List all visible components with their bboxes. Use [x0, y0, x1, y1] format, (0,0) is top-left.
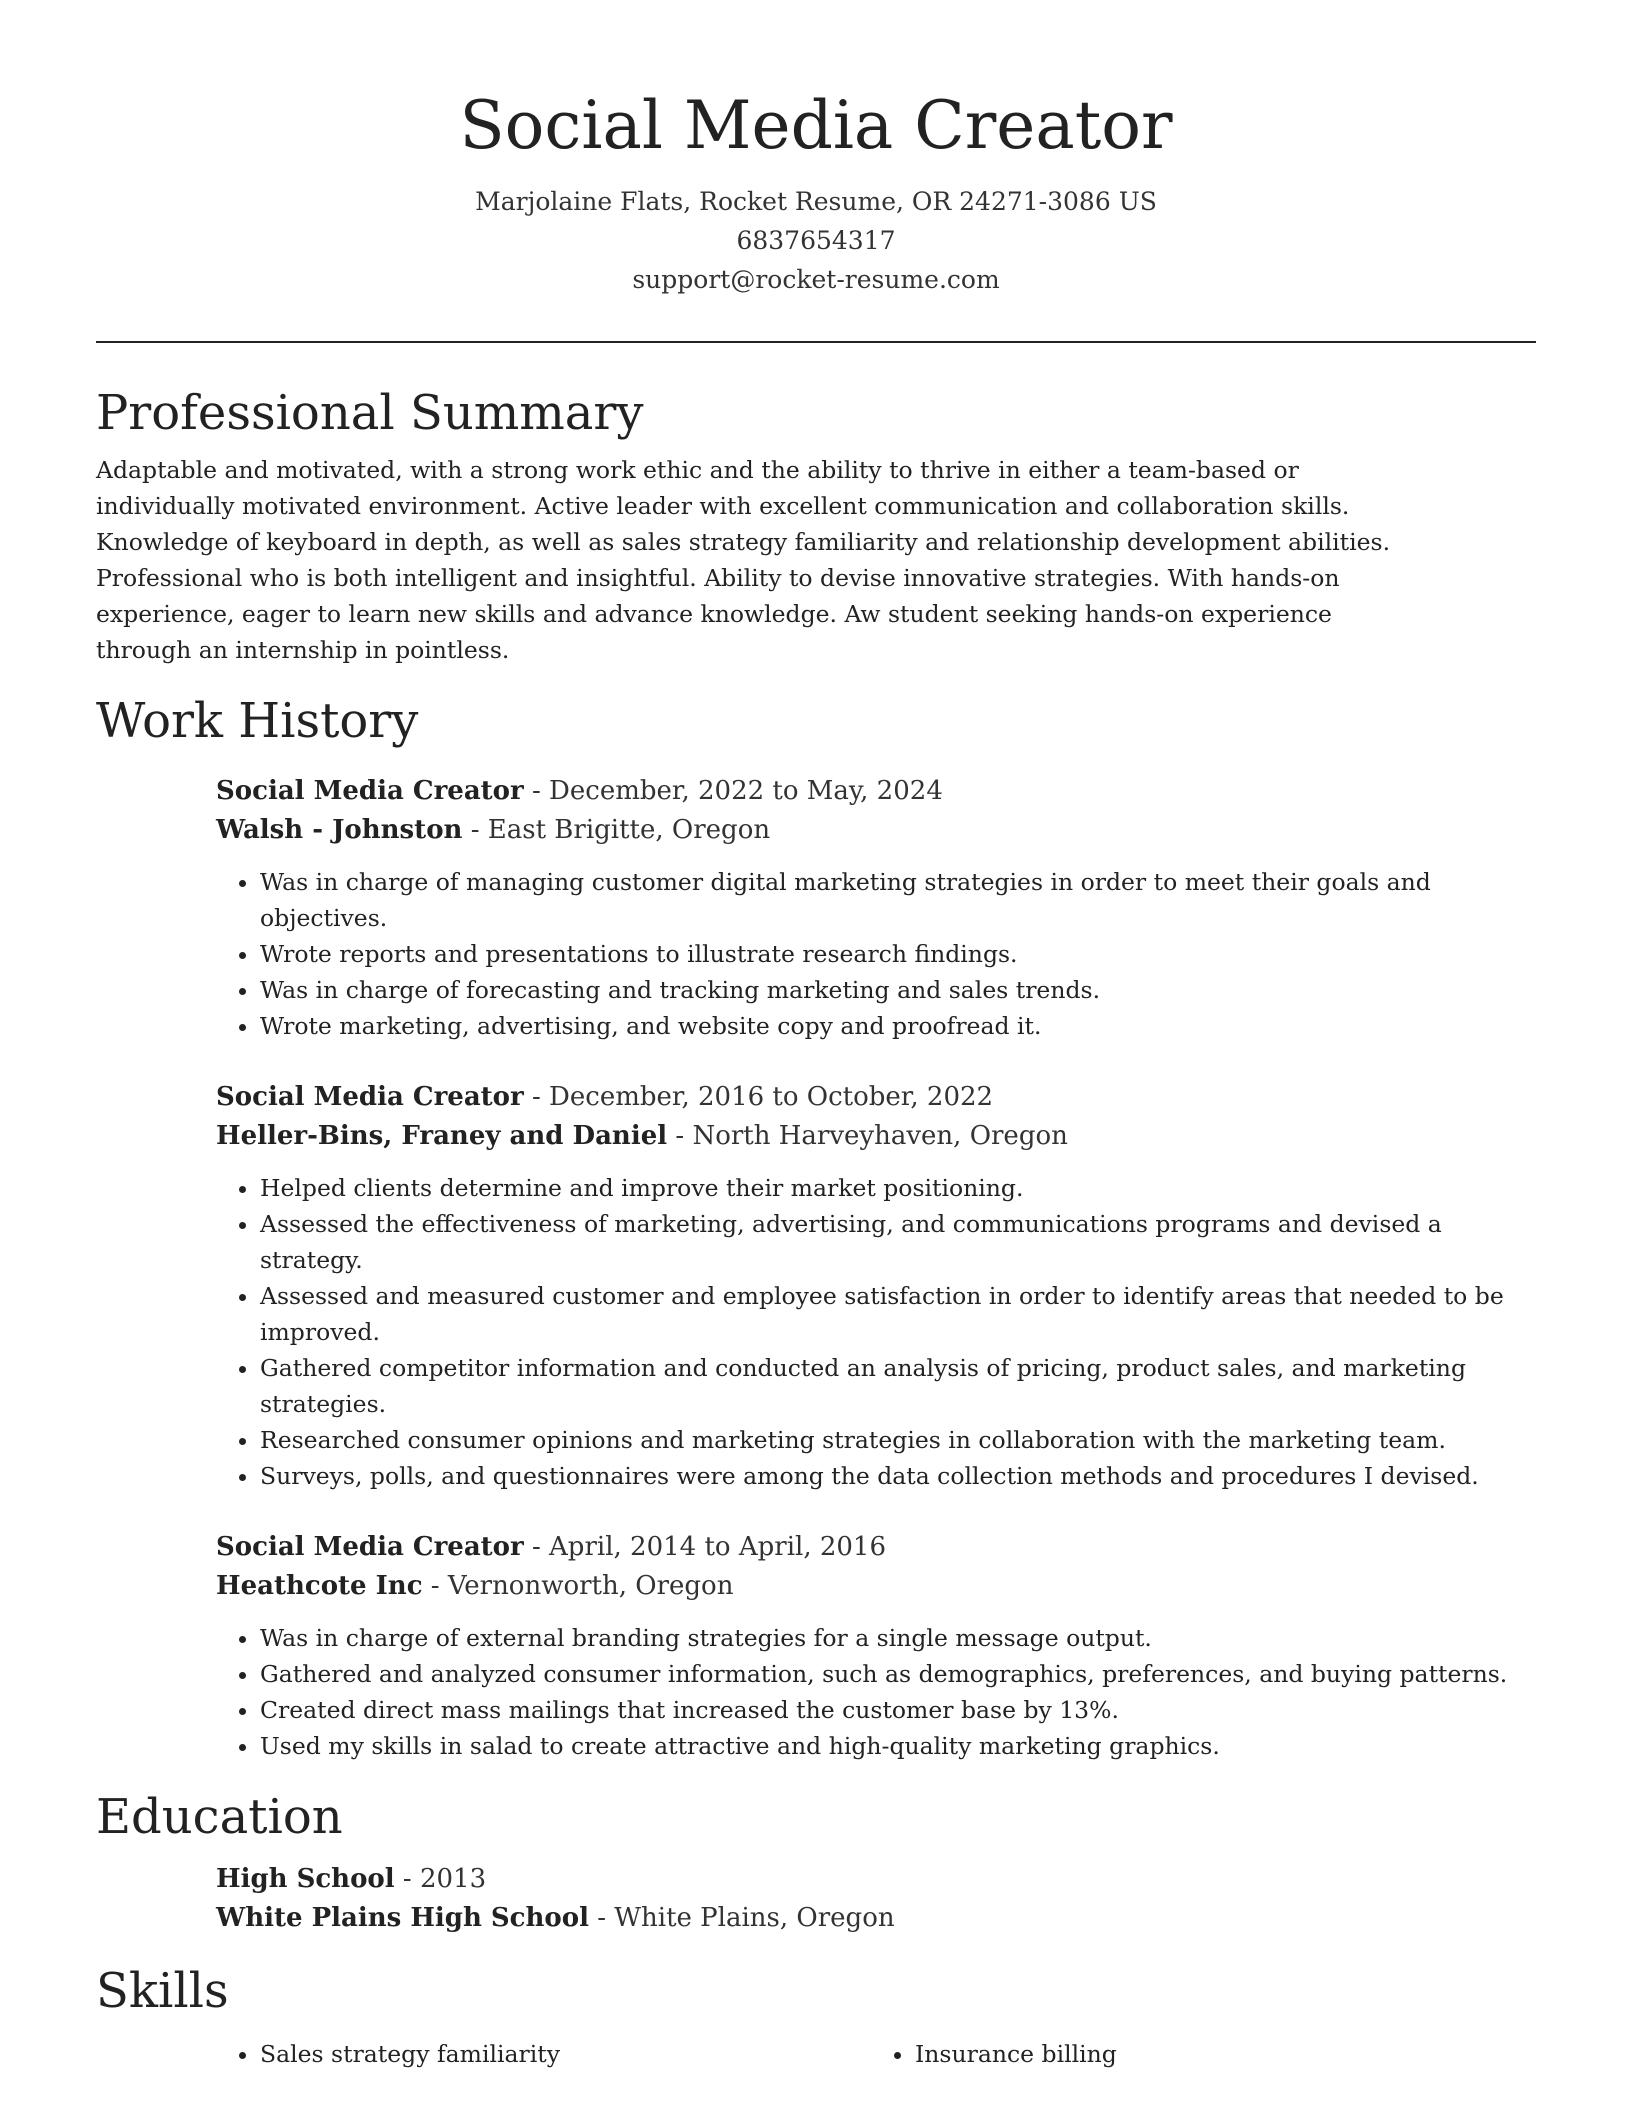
education-degree-line	[216, 1860, 1526, 1899]
job-company: Walsh - Johnston	[216, 815, 463, 845]
contact-address: Marjolaine Flats, Rocket Resume, OR 24271-3086 US	[475, 187, 1157, 216]
job-location: - Vernonworth, Oregon	[422, 1571, 734, 1601]
job-entry	[216, 1078, 1526, 1494]
job-duty: • Helped clients determine and improve their market positioning.	[260, 1170, 1526, 1206]
job-duty: • Assessed the effectiveness of marketing, advertising, and communications programs and devised a strategy.	[260, 1206, 1526, 1278]
job-location: - North Harveyhaven, Oregon	[667, 1121, 1068, 1151]
job-dates: - December, 2022 to May, 2024	[523, 776, 943, 806]
education-school-line	[216, 1899, 1526, 1938]
resume-header	[96, 82, 1536, 299]
job-duty: • Used my skills in salad to create attractive and high-quality marketing graphics.	[260, 1728, 1526, 1764]
job-title-line	[216, 1078, 1526, 1117]
education-school: White Plains High School	[216, 1903, 589, 1933]
contact-block	[96, 182, 1536, 299]
job-duties	[216, 864, 1526, 1044]
education-year: - 2013	[394, 1864, 487, 1894]
job-duty: • Was in charge of forecasting and tracking marketing and sales trends.	[260, 972, 1526, 1008]
job-company-line	[216, 811, 1526, 850]
education-entry	[216, 1860, 1526, 1938]
skills-column-right	[871, 2036, 1526, 2072]
job-duty: • Wrote marketing, advertising, and website copy and proofread it.	[260, 1008, 1526, 1044]
job-role: Social Media Creator	[216, 776, 524, 806]
header-divider	[96, 341, 1536, 343]
section-title-education: Education	[96, 1789, 343, 1845]
summary-text: Adaptable and motivated, with a strong work ethic and the ability to thrive in either a team-based or individually motivated environment. Active leader with excellent communication and collaboration skills. Knowledge of keyboard in depth, as well as sales strategy familiarity and relationship development abilities. Professional who is both intelligent and insightful. Ability to devise innovative strategies. With hands-on experience, eager to learn new skills and advance knowledge. Aw student seeking hands-on experience through an internship in pointless.	[96, 456, 1391, 664]
resume-body	[96, 378, 1536, 2072]
education-location: - White Plains, Oregon	[588, 1903, 895, 1933]
job-duty: • Assessed and measured customer and employee satisfaction in order to identify areas that needed to be improved.	[260, 1278, 1526, 1350]
job-company-line	[216, 1117, 1526, 1156]
job-title-line	[216, 1528, 1526, 1567]
job-title-line	[216, 772, 1526, 811]
job-company: Heller-Bins, Franey and Daniel	[216, 1121, 668, 1151]
job-role: Social Media Creator	[216, 1532, 524, 1562]
job-dates: - December, 2016 to October, 2022	[523, 1082, 994, 1112]
contact-email: support@rocket-resume.com	[632, 265, 1000, 294]
work-history-list	[216, 772, 1526, 1764]
job-company-line	[216, 1567, 1526, 1606]
job-duty: • Researched consumer opinions and marketing strategies in collaboration with the marketing team.	[260, 1422, 1526, 1458]
job-duties	[216, 1620, 1526, 1764]
skills-column-left	[216, 2036, 871, 2072]
skill-item: • Sales strategy familiarity	[260, 2036, 871, 2072]
job-duty: • Surveys, polls, and questionnaires were among the data collection methods and procedures I devised.	[260, 1458, 1526, 1494]
job-duty: • Was in charge of external branding strategies for a single message output.	[260, 1620, 1526, 1656]
job-duty: • Gathered and analyzed consumer information, such as demographics, preferences, and buying patterns.	[260, 1656, 1526, 1692]
job-role: Social Media Creator	[216, 1082, 524, 1112]
education-degree: High School	[216, 1864, 395, 1894]
section-title-summary: Professional Summary	[96, 385, 644, 441]
job-company: Heathcote Inc	[216, 1571, 423, 1601]
contact-phone: 6837654317	[736, 226, 896, 255]
job-entry	[216, 1528, 1526, 1764]
section-title-skills: Skills	[96, 1963, 229, 2019]
job-entry	[216, 772, 1526, 1044]
section-title-work-history: Work History	[96, 693, 419, 749]
job-duty: • Gathered competitor information and conducted an analysis of pricing, product sales, and marketing strategies.	[260, 1350, 1526, 1422]
candidate-name: Social Media Creator	[459, 87, 1173, 164]
job-duty: • Wrote reports and presentations to illustrate research findings.	[260, 936, 1526, 972]
skill-item: • Insurance billing	[915, 2036, 1526, 2072]
job-duties	[216, 1170, 1526, 1494]
job-dates: - April, 2014 to April, 2016	[523, 1532, 887, 1562]
skills-list	[216, 2036, 1526, 2072]
job-location: - East Brigitte, Oregon	[462, 815, 771, 845]
job-duty: • Was in charge of managing customer digital marketing strategies in order to meet their goals and objectives.	[260, 864, 1526, 936]
job-duty: • Created direct mass mailings that increased the customer base by 13%.	[260, 1692, 1526, 1728]
